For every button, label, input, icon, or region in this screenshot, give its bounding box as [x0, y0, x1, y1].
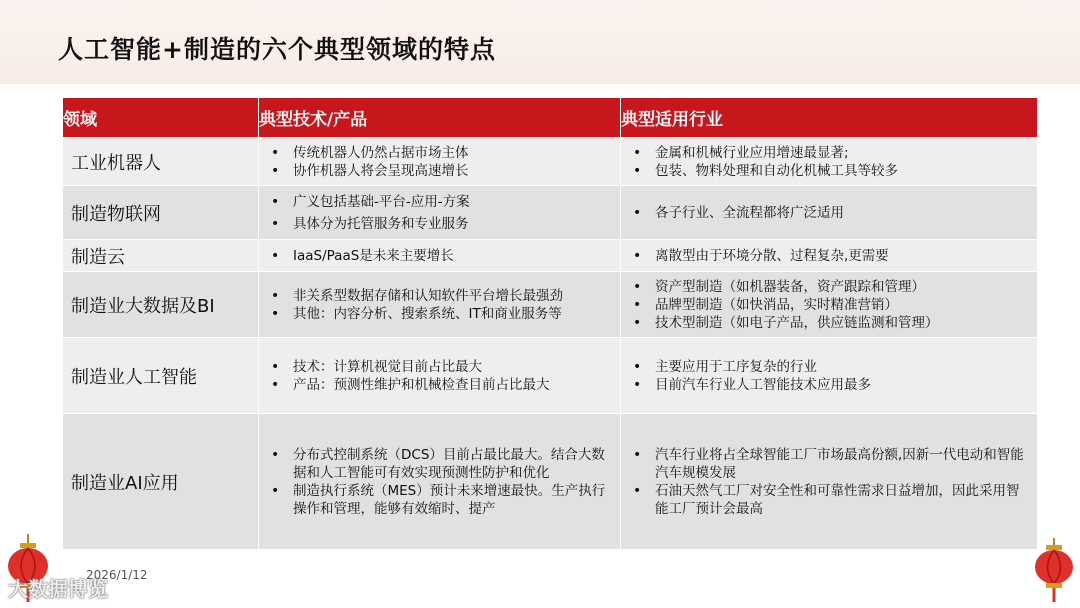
list-item: • 各子行业、全流程都将广泛适用 [629, 204, 1031, 222]
row-tech-cell [259, 138, 621, 186]
row-industry-cell [621, 138, 1038, 186]
list-item: • 技术：计算机视觉目前占比最大 [267, 358, 614, 376]
row-industry-cell [621, 186, 1038, 240]
row-industry-cell [621, 272, 1038, 338]
table-row [63, 186, 1038, 240]
slide-date: 2026/1/12 [86, 568, 148, 582]
list-item: • IaaS/PaaS是未来主要增长 [267, 247, 614, 265]
row-domain: 制造业大数据及BI [63, 272, 259, 338]
table-row [63, 338, 1038, 414]
list-item: • 汽车行业将占全球智能工厂市场最高份额,因新一代电动和智能汽车规模发展 [629, 446, 1031, 482]
list-item: • 主要应用于工序复杂的行业 [629, 358, 1031, 376]
list-item: • 包装、物料处理和自动化机械工具等较多 [629, 162, 1031, 180]
list-item: • 其他：内容分析、搜索系统、IT和商业服务等 [267, 305, 614, 323]
list-item: • 具体分为托管服务和专业服务 [267, 213, 614, 235]
list-item: • 品牌型制造（如快消品，实时精准营销） [629, 296, 1031, 314]
table-row [63, 414, 1038, 550]
list-item: • 资产型制造（如机器装备，资产跟踪和管理） [629, 278, 1031, 296]
list-item: • 传统机器人仍然占据市场主体 [267, 144, 614, 162]
row-industry-cell [621, 240, 1038, 272]
list-item: • 广义包括基础-平台-应用-方案 [267, 191, 614, 213]
table-row [63, 240, 1038, 272]
list-item: • 目前汽车行业人工智能技术应用最多 [629, 376, 1031, 394]
list-item: • 协作机器人将会呈现高速增长 [267, 162, 614, 180]
row-domain: 工业机器人 [63, 138, 259, 186]
table-row [63, 272, 1038, 338]
row-domain: 制造业AI应用 [63, 414, 259, 550]
list-item: • 产品：预测性维护和机械检查目前占比最大 [267, 376, 614, 394]
row-domain: 制造云 [63, 240, 259, 272]
row-tech-cell [259, 240, 621, 272]
header-tech: 典型技术/产品 [259, 98, 621, 138]
header-domain: 领域 [63, 98, 259, 138]
list-item: • 离散型由于环境分散、过程复杂,更需要 [629, 247, 1031, 265]
table-header-row [63, 98, 1038, 138]
page-title: 人工智能+制造的六个典型领域的特点 [58, 35, 496, 64]
list-item: • 分布式控制系统（DCS）目前占最比最大。结合大数据和人工智能可有效实现预测性防护和优化 [267, 446, 614, 482]
row-industry-cell [621, 414, 1038, 550]
row-tech-cell [259, 414, 621, 550]
features-table [62, 97, 1038, 550]
row-tech-cell [259, 338, 621, 414]
list-item: • 技术型制造（如电子产品，供应链监测和管理） [629, 314, 1031, 332]
list-item: • 石油天然气工厂对安全性和可靠性需求日益增加，因此采用智能工厂预计会最高 [629, 482, 1031, 518]
row-tech-cell [259, 272, 621, 338]
header-industry: 典型适用行业 [621, 98, 1038, 138]
row-industry-cell [621, 338, 1038, 414]
list-item: • 制造执行系统（MES）预计未来增速最快。生产执行操作和管理，能够有效缩时、提产 [267, 482, 614, 518]
lantern-icon [1030, 538, 1078, 604]
list-item: • 非关系型数据存储和认知软件平台增长最强劲 [267, 287, 614, 305]
row-domain: 制造物联网 [63, 186, 259, 240]
list-item: • 金属和机械行业应用增速最显著; [629, 144, 1031, 162]
row-domain: 制造业人工智能 [63, 338, 259, 414]
table-row [63, 138, 1038, 186]
watermark: 大数据博览 [8, 577, 108, 601]
row-tech-cell [259, 186, 621, 240]
